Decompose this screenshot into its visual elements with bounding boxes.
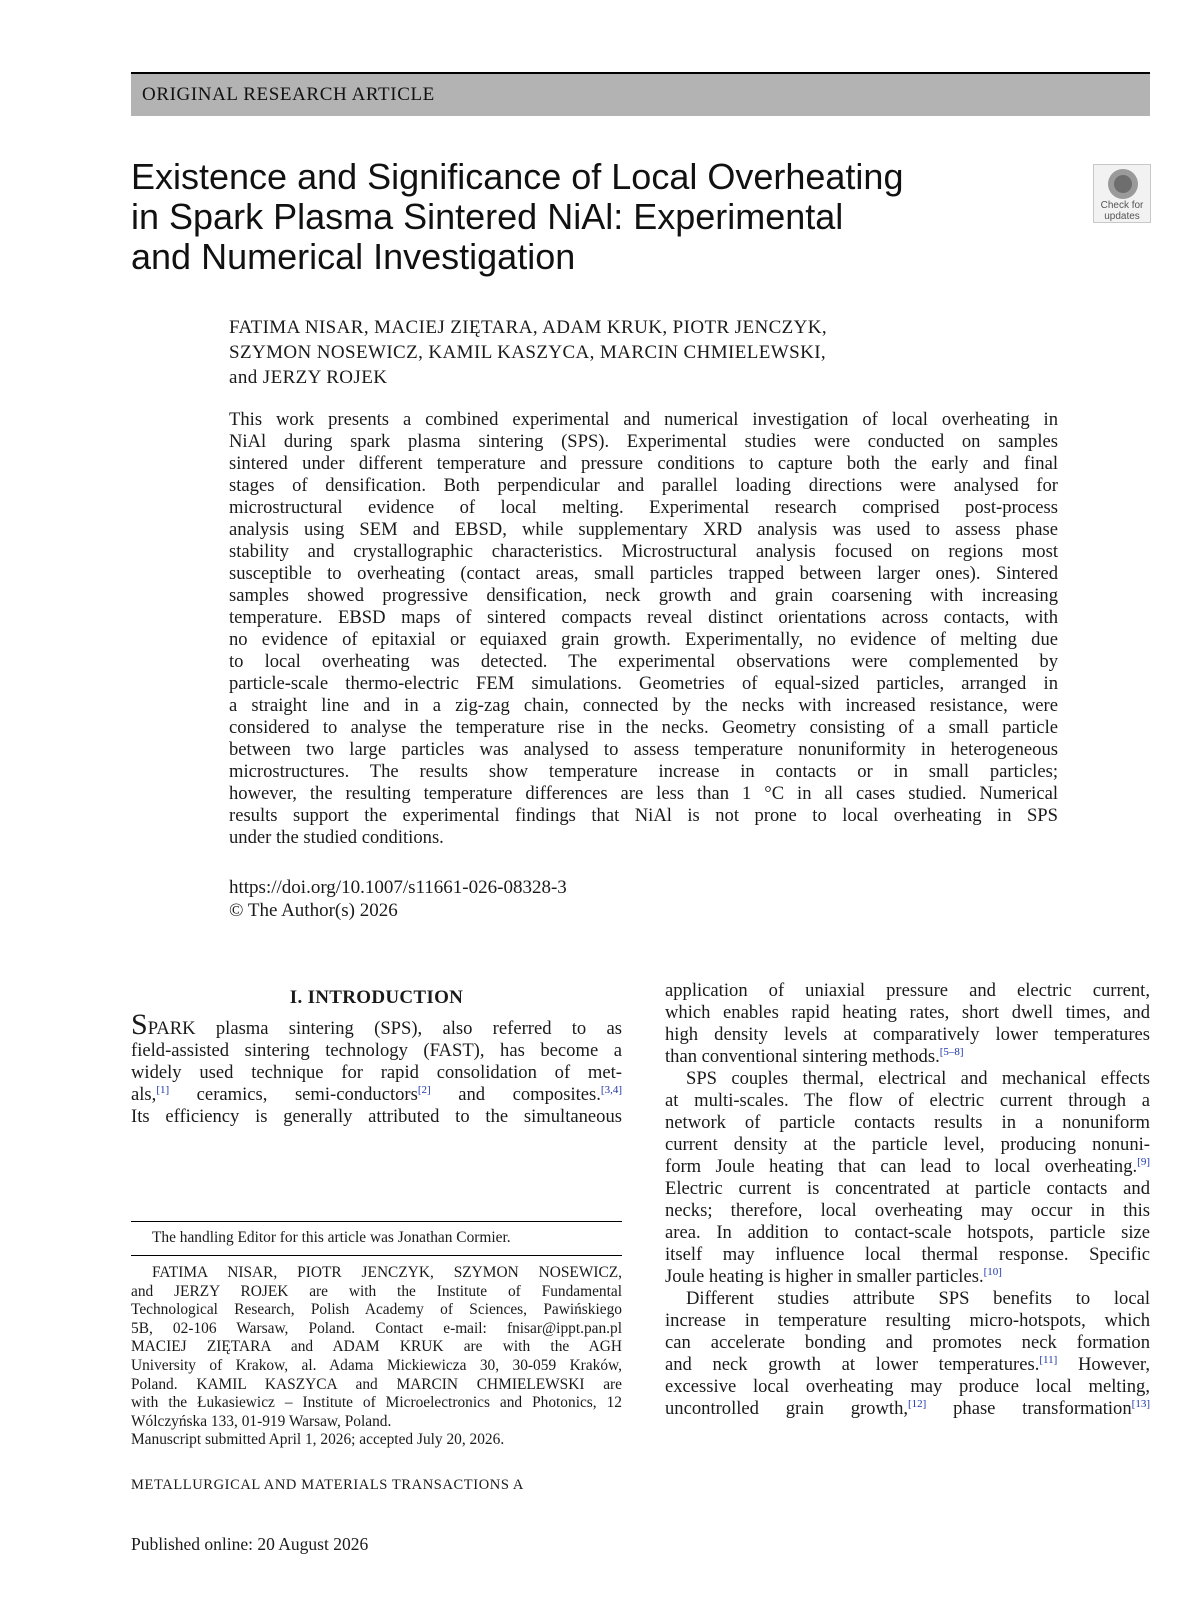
section-label-band bbox=[131, 74, 1150, 116]
abstract-line: considered to analyse the temperature rise in the necks. Geometry consisting of a small particle bbox=[229, 717, 1058, 738]
article-title bbox=[131, 157, 951, 277]
affiliation-line: MACIEJ ZIĘTARA and ADAM KRUK are with the AGH bbox=[131, 1338, 622, 1356]
abstract-line: under the studied conditions. bbox=[229, 827, 444, 848]
body-line: SPARK plasma sintering (SPS), also referred to as bbox=[131, 1008, 622, 1041]
author-line: FATIMA NISAR, MACIEJ ZIĘTARA, ADAM KRUK, PIOTR JENCZYK, bbox=[229, 317, 828, 338]
title-line: and Numerical Investigation bbox=[131, 236, 576, 277]
abstract-line: This work presents a combined experimental and numerical investigation of local overheating in bbox=[229, 409, 1058, 430]
citation-link[interactable]: [11] bbox=[1039, 1353, 1058, 1366]
affiliation-line: and JERZY ROJEK are with the Institute of Fundamental bbox=[131, 1282, 622, 1300]
check-updates-label: Check for updates bbox=[1100, 200, 1144, 222]
body-line: can accelerate bonding and promotes neck formation bbox=[665, 1332, 1150, 1353]
abstract-line: however, the resulting temperature differences are less than 1 °C in all cases studied. Numerical bbox=[229, 783, 1058, 804]
abstract-line: microstructures. The results show temperature increase in contacts or in small particles; bbox=[229, 761, 1058, 782]
body-line: at multi-scales. The flow of electric current through a bbox=[665, 1090, 1150, 1111]
body-line: Electric current is concentrated at particle contacts and bbox=[665, 1178, 1150, 1199]
body-line: and neck growth at lower temperatures.[11] However, bbox=[665, 1353, 1150, 1375]
doi-block bbox=[229, 876, 567, 922]
abstract-line: no evidence of epitaxial or equiaxed grain growth. Experimentally, no evidence of melting due bbox=[229, 629, 1058, 650]
author-list bbox=[229, 315, 989, 390]
abstract-line: sintered under different temperature and pressure conditions to capture both the early and final bbox=[229, 453, 1058, 474]
abstract-line: particle-scale thermo-electric FEM simulations. Geometries of equal-sized particles, arranged in bbox=[229, 673, 1058, 694]
abstract-line: stability and crystallographic characteristics. Microstructural analysis focused on regions most bbox=[229, 541, 1058, 562]
right-column-text bbox=[665, 980, 1150, 1420]
body-line: high density levels at comparatively lower temperatures bbox=[665, 1024, 1150, 1045]
body-line: als,[1] ceramics, semi-conductors[2] and composites.[3,4] bbox=[131, 1083, 622, 1105]
body-line: uncontrolled grain growth,[12] phase transformation[13] bbox=[665, 1397, 1150, 1419]
affiliation-line: University of Krakow, al. Adama Mickiewicza 30, 30-059 Kraków, bbox=[131, 1356, 622, 1374]
citation-link[interactable]: [9] bbox=[1137, 1155, 1150, 1168]
abstract-line: a straight line and in a zig-zag chain, connected by the necks with increased resistance, were bbox=[229, 695, 1058, 716]
affiliation-footnote bbox=[131, 1264, 622, 1450]
body-line: than conventional sintering methods.[5–8] bbox=[665, 1045, 964, 1067]
author-line: and JERZY ROJEK bbox=[229, 367, 388, 388]
abstract-line: temperature. EBSD maps of sintered compacts reveal distinct orientations across contacts, with bbox=[229, 607, 1058, 628]
check-updates-icon bbox=[1108, 169, 1138, 199]
doi-link[interactable]: https://doi.org/10.1007/s11661-026-08328-3 bbox=[229, 877, 567, 898]
body-line: itself may influence local thermal response. Specific bbox=[665, 1244, 1150, 1265]
abstract-line: between two large particles was analysed to assess temperature nonuniformity in heterogeneous bbox=[229, 739, 1058, 760]
abstract bbox=[229, 409, 1058, 849]
left-column-text bbox=[131, 1008, 622, 1128]
body-line: increase in temperature resulting micro-hotspots, which bbox=[665, 1310, 1150, 1331]
citation-link[interactable]: [10] bbox=[983, 1265, 1002, 1278]
body-line: necks; therefore, local overheating may occur in this bbox=[665, 1200, 1150, 1221]
citation-link[interactable]: [2] bbox=[417, 1083, 431, 1096]
body-line: field-assisted sintering technology (FAST), has become a bbox=[131, 1040, 622, 1061]
section-heading-introduction: I. INTRODUCTION bbox=[289, 987, 464, 1008]
body-line: excessive local overheating may produce local melting, bbox=[665, 1376, 1150, 1397]
journal-name: METALLURGICAL AND MATERIALS TRANSACTIONS A bbox=[131, 1477, 524, 1493]
body-line: form Joule heating that can lead to local overheating.[9] bbox=[665, 1155, 1150, 1177]
abstract-line: NiAl during spark plasma sintering (SPS). Experimental studies were conducted on samples bbox=[229, 431, 1058, 452]
citation-link[interactable]: [12] bbox=[908, 1397, 927, 1410]
body-line: area. In addition to contact-scale hotspots, particle size bbox=[665, 1222, 1150, 1243]
abstract-line: samples showed progressive densification, neck growth and grain coarsening with increasing bbox=[229, 585, 1058, 606]
abstract-line: stages of densification. Both perpendicular and parallel loading directions were analysed for bbox=[229, 475, 1058, 496]
affiliation-line: 5B, 02-106 Warsaw, Poland. Contact e-mail: fnisar@ippt.pan.pl bbox=[131, 1319, 622, 1337]
affiliation-line: Poland. KAMIL KASZYCA and MARCIN CHMIELEWSKI are bbox=[131, 1375, 622, 1393]
affiliation-line: FATIMA NISAR, PIOTR JENCZYK, SZYMON NOSEWICZ, bbox=[152, 1264, 622, 1281]
body-line: Its efficiency is generally attributed to the simultaneous bbox=[131, 1106, 622, 1127]
check-for-updates-badge[interactable] bbox=[1093, 164, 1151, 223]
abstract-line: to local overheating was detected. The experimental observations were complemented by bbox=[229, 651, 1058, 672]
citation-link[interactable]: [13] bbox=[1131, 1397, 1150, 1410]
abstract-line: results support the experimental findings that NiAl is not prone to local overheating in SPS bbox=[229, 805, 1058, 826]
body-line: Joule heating is higher in smaller particles.[10] bbox=[665, 1265, 1002, 1287]
citation-link[interactable]: [5–8] bbox=[939, 1045, 964, 1058]
body-line: Different studies attribute SPS benefits to local bbox=[686, 1288, 1150, 1309]
citation-link[interactable]: [1] bbox=[156, 1083, 170, 1096]
drop-cap: S bbox=[131, 1008, 148, 1041]
editor-footnote: The handling Editor for this article was Jonathan Cormier. bbox=[152, 1229, 511, 1246]
published-date: Published online: 20 August 2026 bbox=[131, 1534, 369, 1554]
body-line: which enables rapid heating rates, short dwell times, and bbox=[665, 1002, 1150, 1023]
abstract-line: analysis using SEM and EBSD, while supplementary XRD analysis was used to assess phase bbox=[229, 519, 1058, 540]
citation-link[interactable]: [3,4] bbox=[600, 1083, 622, 1096]
affiliation-line: with the Łukasiewicz – Institute of Microelectronics and Photonics, 12 bbox=[131, 1394, 622, 1412]
body-line: current density at the particle level, producing nonuni- bbox=[665, 1134, 1150, 1155]
body-line: network of particle contacts results in a nonuniform bbox=[665, 1112, 1150, 1133]
body-line: widely used technique for rapid consolidation of met- bbox=[131, 1062, 622, 1083]
title-line: in Spark Plasma Sintered NiAl: Experimental bbox=[131, 196, 844, 237]
manuscript-dates: Manuscript submitted April 1, 2026; accepted July 20, 2026. bbox=[131, 1431, 505, 1449]
copyright: © The Author(s) 2026 bbox=[229, 900, 398, 921]
footnote-rule bbox=[131, 1221, 622, 1222]
body-line: SPS couples thermal, electrical and mechanical effects bbox=[686, 1068, 1150, 1089]
abstract-line: microstructural evidence of local melting. Experimental research comprised post-process bbox=[229, 497, 1058, 518]
title-line: Existence and Significance of Local Overheating bbox=[131, 156, 904, 197]
footnote-rule bbox=[131, 1255, 622, 1256]
author-line: SZYMON NOSEWICZ, KAMIL KASZYCA, MARCIN CHMIELEWSKI, bbox=[229, 342, 827, 363]
affiliation-line: Wólczyńska 133, 01-919 Warsaw, Poland. bbox=[131, 1412, 392, 1430]
body-line: application of uniaxial pressure and electric current, bbox=[665, 980, 1150, 1001]
abstract-line: susceptible to overheating (contact areas, small particles trapped between larger ones). Sintered bbox=[229, 563, 1058, 584]
section-label: ORIGINAL RESEARCH ARTICLE bbox=[142, 84, 435, 105]
affiliation-line: Technological Research, Polish Academy of Sciences, Pawińskiego bbox=[131, 1301, 622, 1319]
